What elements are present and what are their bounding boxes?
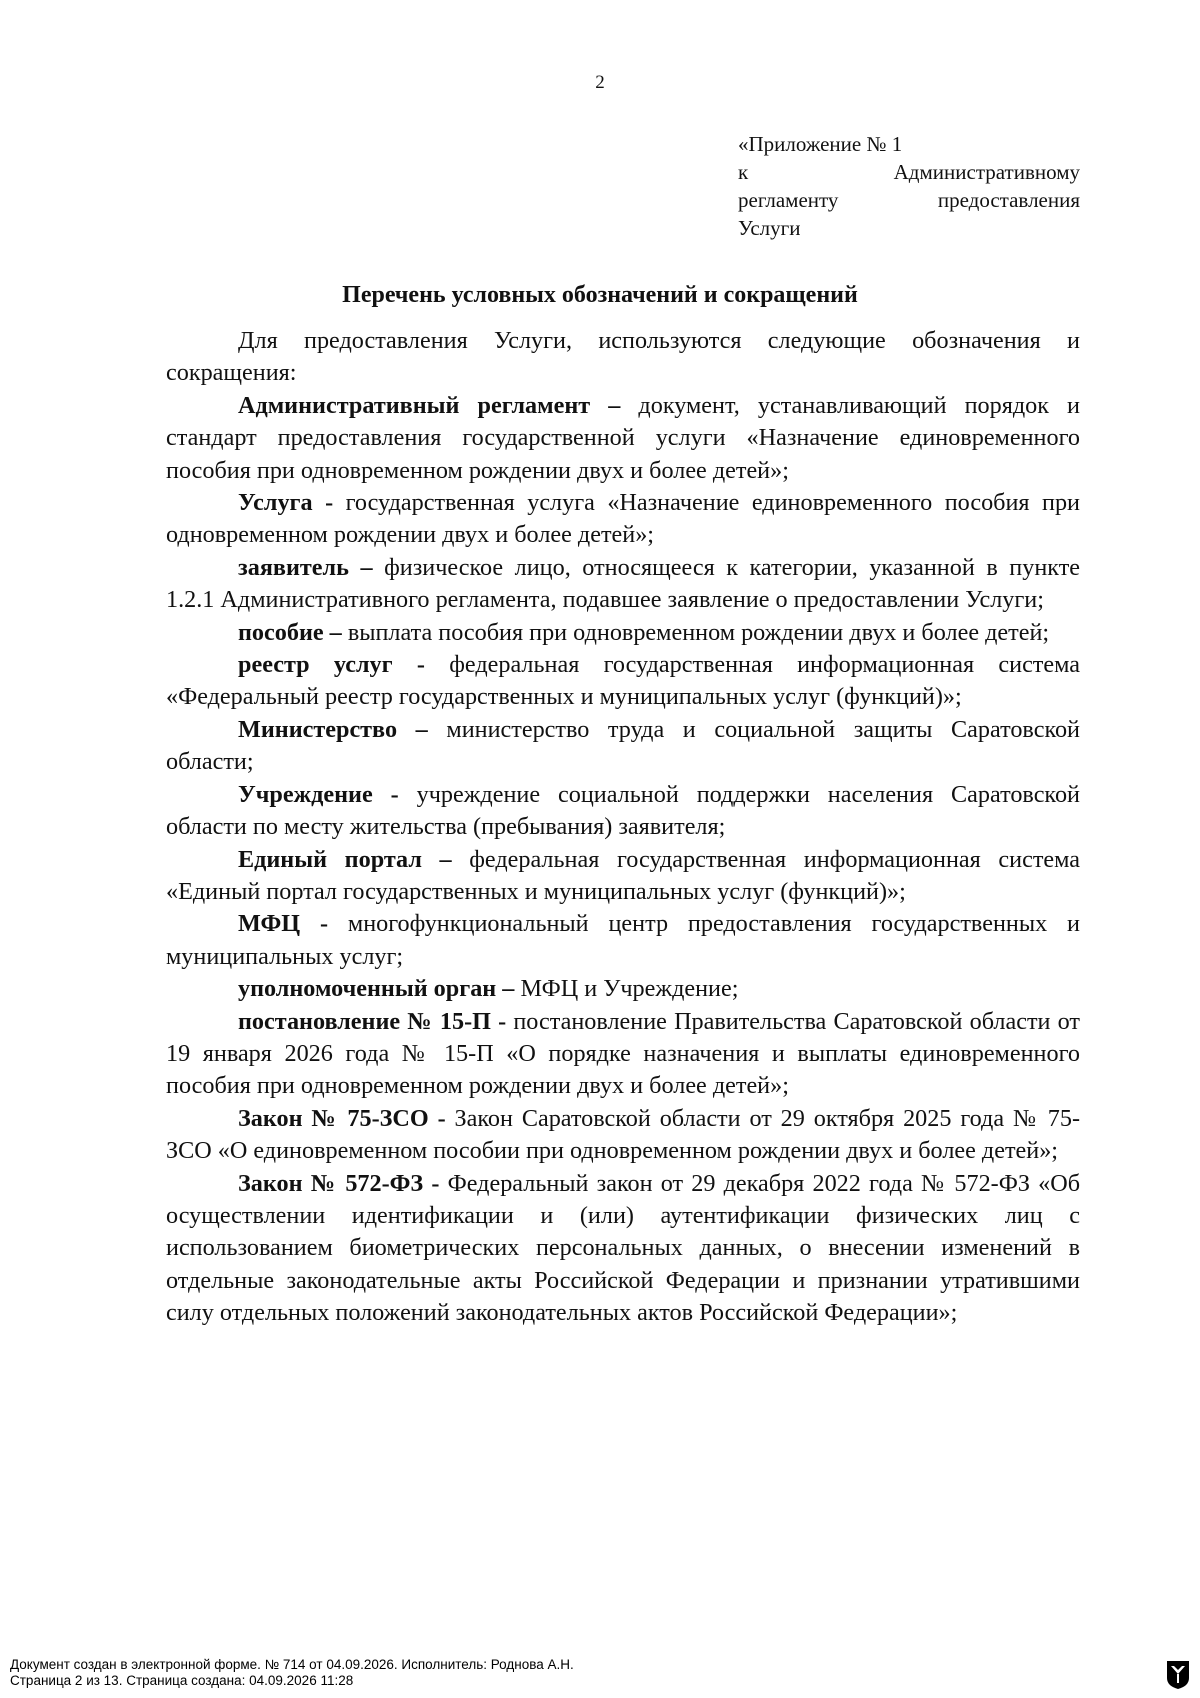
definition-item [166, 714, 1080, 779]
definition-item [166, 908, 1080, 973]
definitions-list [166, 390, 1080, 1330]
definition-dash: – [323, 618, 348, 646]
definition-dash: – [590, 391, 639, 419]
definition-term: заявитель [238, 553, 349, 581]
definition-item [166, 844, 1080, 909]
document-title: Перечень условных обозначений и сокращений [342, 282, 858, 308]
definition-text: физическое лицо, относящееся к категории, указанной в пункте 1.2.1 Административного регламента, подавшее заявление о предоставлении Услуги; [166, 553, 1081, 614]
definition-text: постановление Правительства Саратовской области от 19 января 2026 года № 15-П «О порядке назначения и выплаты единовременного пособия при одновременном рождении двух и более детей»; [166, 1007, 1080, 1100]
definition-dash: – [496, 975, 521, 1003]
definition-item [166, 779, 1080, 844]
definition-term: Услуга [238, 489, 313, 517]
definition-term: реестр услуг [238, 651, 393, 679]
definition-dash: – [348, 553, 385, 581]
definition-term: Закон № 75-ЗСО [238, 1104, 429, 1132]
definition-item [166, 649, 1080, 714]
definition-term: уполномоченный орган [238, 975, 497, 1003]
attachment-line-2-left: к [738, 160, 749, 184]
definition-text: Закон Саратовской области от 29 октября 2025 года № 75-ЗСО «О единовременном пособии при одновременном рождении двух и более детей»; [166, 1104, 1081, 1165]
footer-line-1: Документ создан в электронной форме. № 714 от 04.09.2026. Исполнитель: Роднова А.Н. [10, 1657, 574, 1672]
coat-of-arms-icon [1166, 1660, 1190, 1690]
definition-item [166, 487, 1080, 552]
definition-term: Закон № 572-ФЗ [238, 1169, 424, 1197]
footer-line-2: Страница 2 из 13. Страница создана: 04.09.2026 11:28 [10, 1673, 354, 1688]
definition-dash: – [421, 845, 470, 873]
definition-term: МФЦ [238, 910, 301, 938]
definition-dash: - [490, 1007, 514, 1035]
definition-dash: - [428, 1104, 455, 1132]
attachment-line-2-right: Административному [893, 160, 1080, 184]
attachment-header [738, 130, 1080, 242]
definition-dash: – [397, 715, 447, 743]
definition-item [166, 1006, 1080, 1103]
definition-term: Министерство [238, 715, 398, 743]
definition-item [166, 552, 1080, 617]
definition-text: федеральная государственная информационная система «Единый портал государственных и муниципальных услуг (функций)»; [166, 845, 1080, 905]
definition-dash: - [300, 910, 348, 938]
definition-text: Федеральный закон от 29 декабря 2022 года № 572-ФЗ «Об осуществлении идентификации и (или) аутентификации физических лиц с использованием биометрических персональных данных, о внесении изменений в отдельные законодательные акты Российской Федерации и признании утратившими силу отдельных положений законодательных актов Российской Федерации»; [166, 1169, 1080, 1327]
definition-item [166, 1103, 1080, 1168]
attachment-line-3-right: предоставления [937, 188, 1080, 212]
definition-text: федеральная государственная информационная система «Федеральный реестр государственных и муниципальных услуг (функций)»; [166, 651, 1080, 711]
definition-dash: - [392, 651, 450, 679]
definition-dash: - [372, 780, 417, 808]
definition-item [166, 617, 1080, 649]
definition-term: пособие [238, 618, 324, 646]
definition-text: государственная услуга «Назначение единовременного пособия при одновременном рождении двух и более детей»; [166, 489, 1080, 549]
attachment-line-3-left: регламенту [738, 188, 839, 212]
definition-term: постановление № 15-П [238, 1007, 491, 1035]
attachment-line-2 [738, 158, 1080, 186]
document-body [166, 325, 1080, 1330]
attachment-line-3 [738, 186, 1080, 214]
page-number: 2 [595, 72, 605, 93]
definition-text: учреждение социальной поддержки населения Саратовской области по месту жительства (пребывания) заявителя; [166, 780, 1080, 841]
intro-paragraph: Для предоставления Услуги, используются следующие обозначения и сокращения: [166, 327, 1080, 387]
definition-dash: - [312, 489, 346, 517]
definition-term: Административный регламент [238, 391, 591, 419]
document-footer [10, 1657, 1110, 1689]
definition-text: МФЦ и Учреждение; [520, 975, 739, 1003]
attachment-line-1: «Приложение № 1 [738, 132, 903, 156]
definition-term: Учреждение [238, 780, 373, 808]
definition-item [166, 390, 1080, 487]
definition-dash: - [423, 1169, 448, 1197]
definition-text: многофункциональный центр предоставления государственных и муниципальных услуг; [166, 910, 1080, 970]
attachment-line-4: Услуги [738, 216, 801, 240]
definition-text: выплата пособия при одновременном рождении двух и более детей; [347, 618, 1050, 646]
definition-text: документ, устанавливающий порядок и стандарт предоставления государственной услуги «Назначение единовременного пособия при одновременном рождении двух и более детей»; [166, 391, 1081, 484]
definition-term: Единый портал [238, 845, 422, 873]
definition-text: министерство труда и социальной защиты Саратовской области; [166, 715, 1081, 776]
definition-item [166, 1168, 1080, 1330]
definition-item [166, 973, 1080, 1005]
